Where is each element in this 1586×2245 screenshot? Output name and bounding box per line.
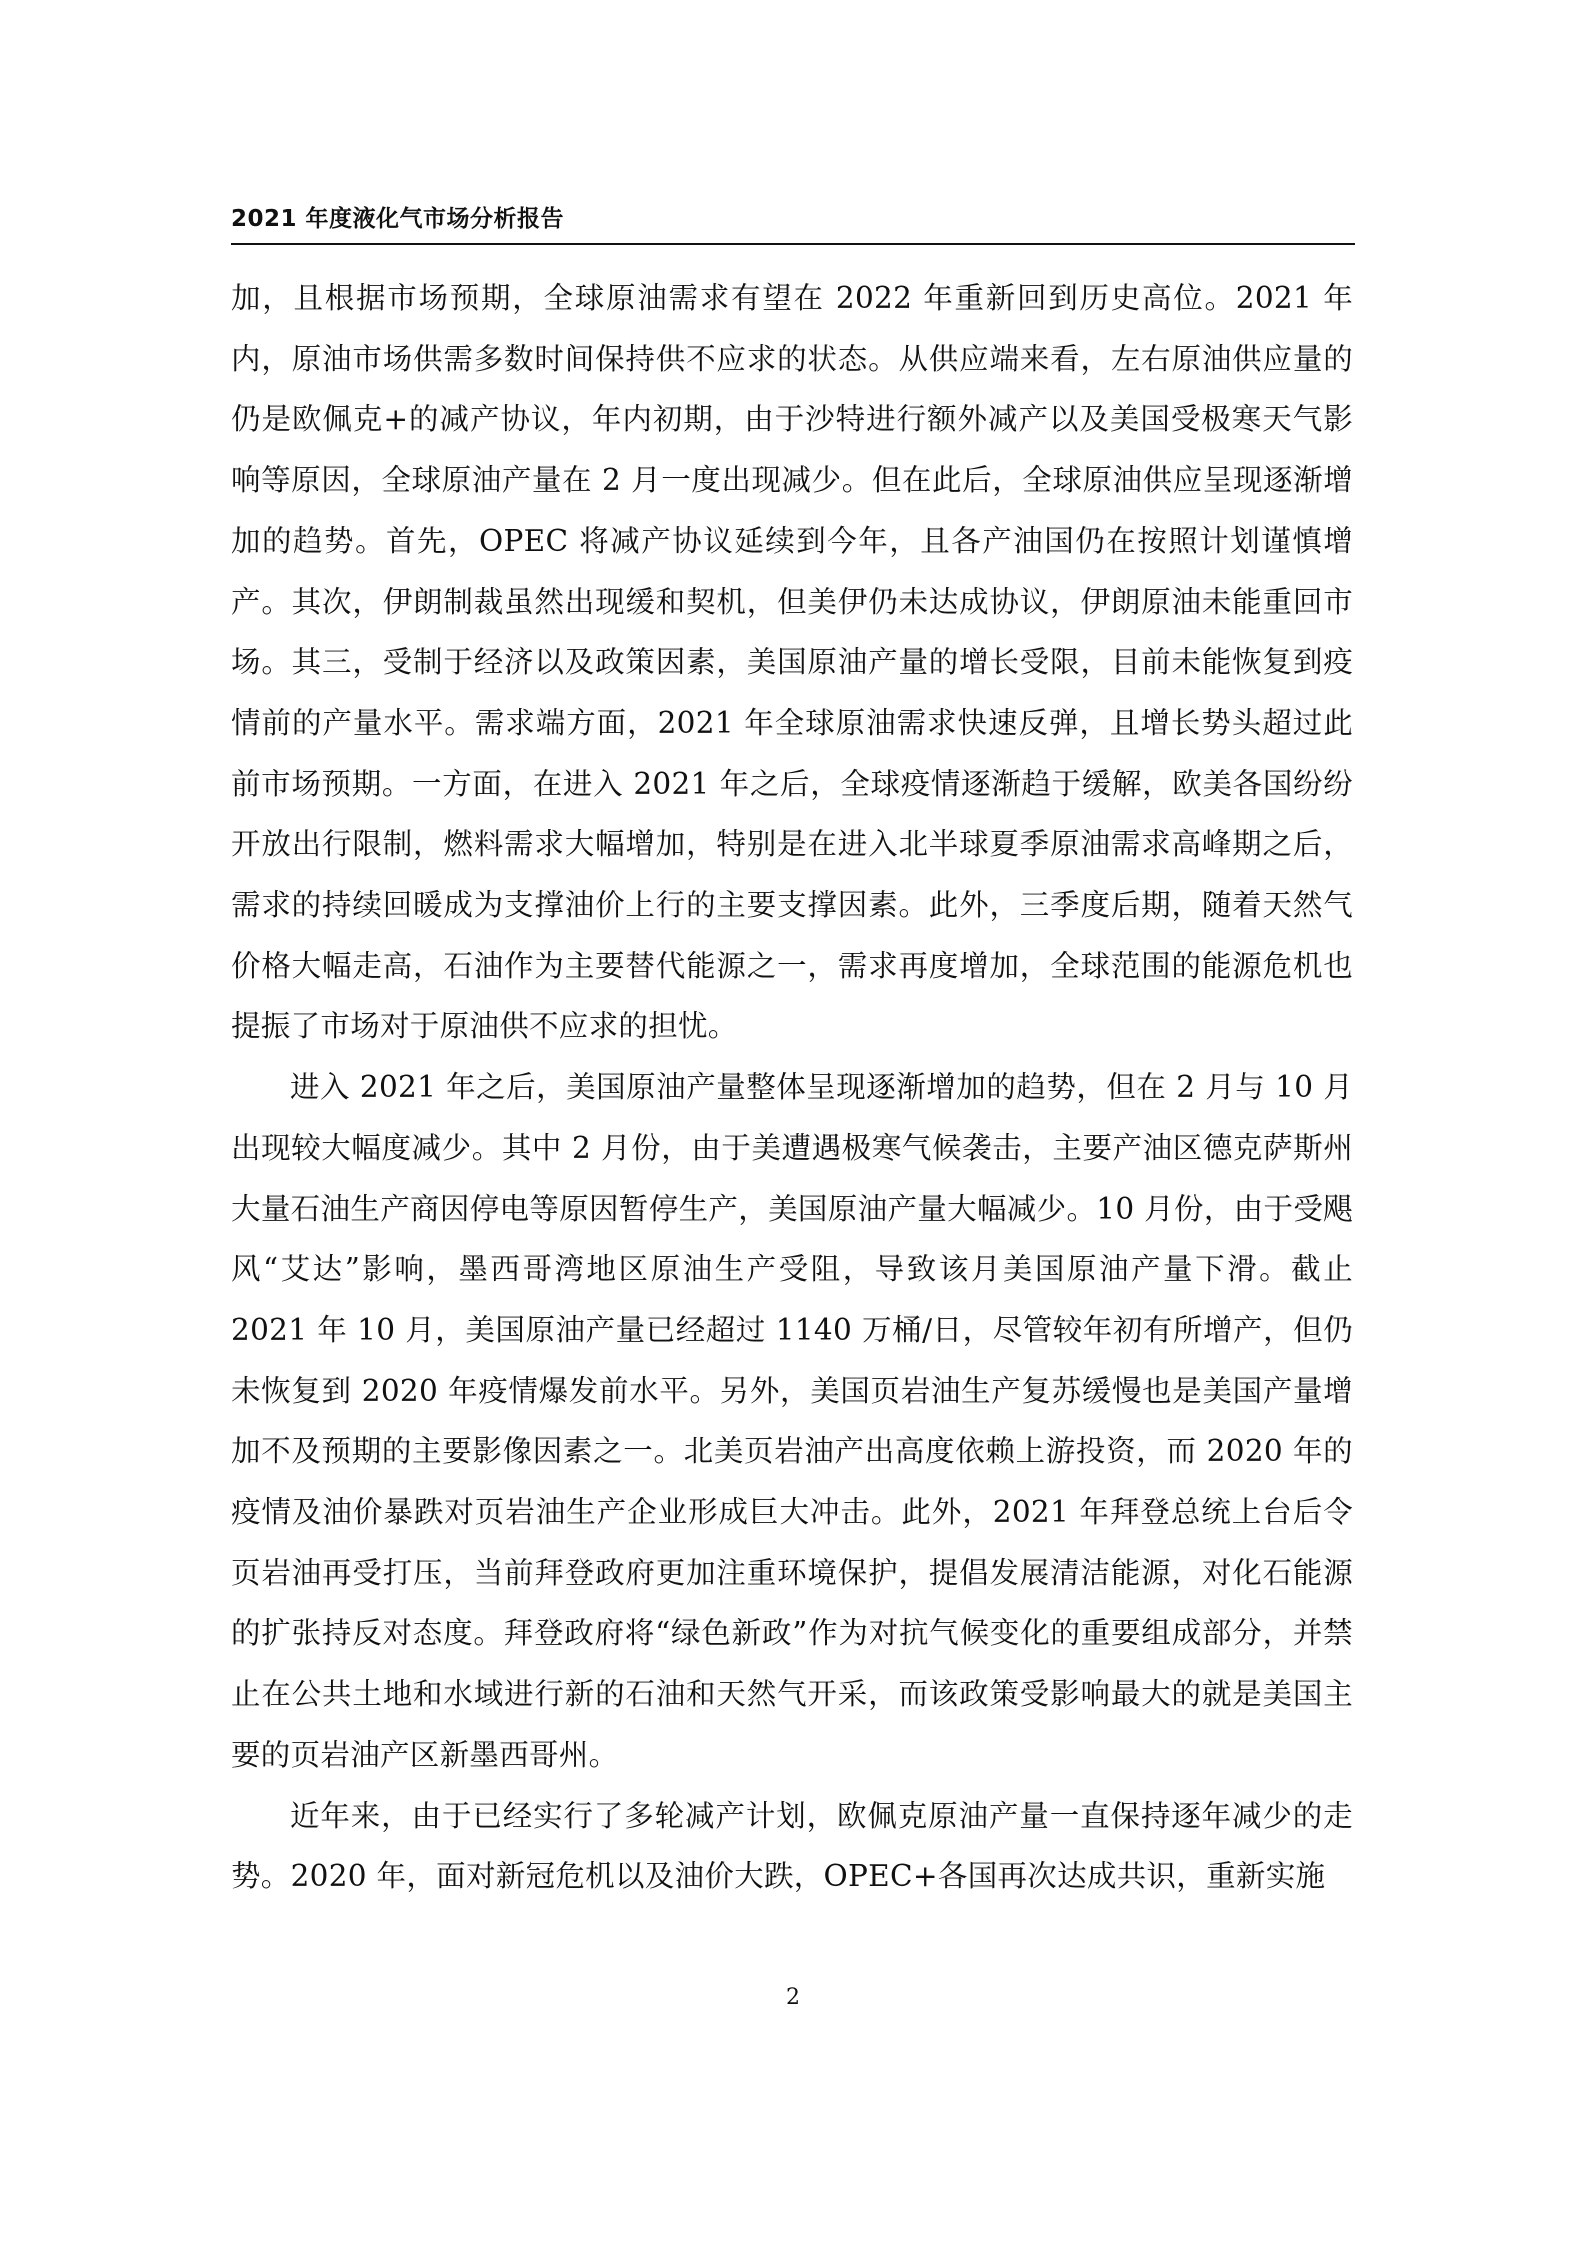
running-header: [231, 203, 1355, 245]
body-text: [231, 268, 1353, 1907]
report-title: 2021 年度液化气市场分析报告: [231, 206, 565, 232]
page-number: 2: [786, 1985, 800, 2010]
paragraph-3: 近年来，由于已经实行了多轮减产计划，欧佩克原油产量一直保持逐年减少的走势。2020 年，面对新冠危机以及油价大跌，OPEC+各国再次达成共识，重新实施: [231, 1798, 1353, 1894]
paragraph-2: 进入 2021 年之后，美国原油产量整体呈现逐渐增加的趋势，但在 2 月与 10 月出现较大幅度减少。其中 2 月份，由于美遭遇极寒气候袭击，主要产油区德克萨斯州大量石油生产商因停电等原因暂停生产，美国原油产量大幅减少。10 月份，由于受飓风“艾达”影响，墨西哥湾地区原油生产受阻，导致该月美国原油产量下滑。截止 2021 年 10 月，美国原油产量已经超过 1140 万桶/日，尽管较年初有所增产，但仍未恢复到 2020 年疫情爆发前水平。另外，美国页岩油生产复苏缓慢也是美国产量增加不及预期的主要影像因素之一。北美页岩油产出高度依赖上游投资，而 2020 年的疫情及油价暴跌对页岩油生产企业形成巨大冲击。此外，2021 年拜登总统上台后令页岩油再受打压，当前拜登政府更加注重环境保护，提倡发展清洁能源，对化石能源的扩张持反对态度。拜登政府将“绿色新政”作为对抗气候变化的重要组成部分，并禁止在公共土地和水域进行新的石油和天然气开采，而该政策受影响最大的就是美国主要的页岩油产区新墨西哥州。: [231, 1070, 1353, 1772]
paragraph-1: 加，且根据市场预期，全球原油需求有望在 2022 年重新回到历史高位。2021 年内，原油市场供需多数时间保持供不应求的状态。从供应端来看，左右原油供应量的仍是欧佩克+的减产协议，年内初期，由于沙特进行额外减产以及美国受极寒天气影响等原因，全球原油产量在 2 月一度出现减少。但在此后，全球原油供应呈现逐渐增加的趋势。首先，OPEC 将减产协议延续到今年，且各产油国仍在按照计划谨慎增产。其次，伊朗制裁虽然出现缓和契机，但美伊仍未达成协议，伊朗原油未能重回市场。其三，受制于经济以及政策因素，美国原油产量的增长受限，目前未能恢复到疫情前的产量水平。需求端方面，2021 年全球原油需求快速反弹，且增长势头超过此前市场预期。一方面，在进入 2021 年之后，全球疫情逐渐趋于缓解，欧美各国纷纷开放出行限制，燃料需求大幅增加，特别是在进入北半球夏季原油需求高峰期之后，需求的持续回暖成为支撑油价上行的主要支撑因素。此外，三季度后期，随着天然气价格大幅走高，石油作为主要替代能源之一，需求再度增加，全球范围的能源危机也提振了市场对于原油供不应求的担忧。: [231, 281, 1353, 1044]
